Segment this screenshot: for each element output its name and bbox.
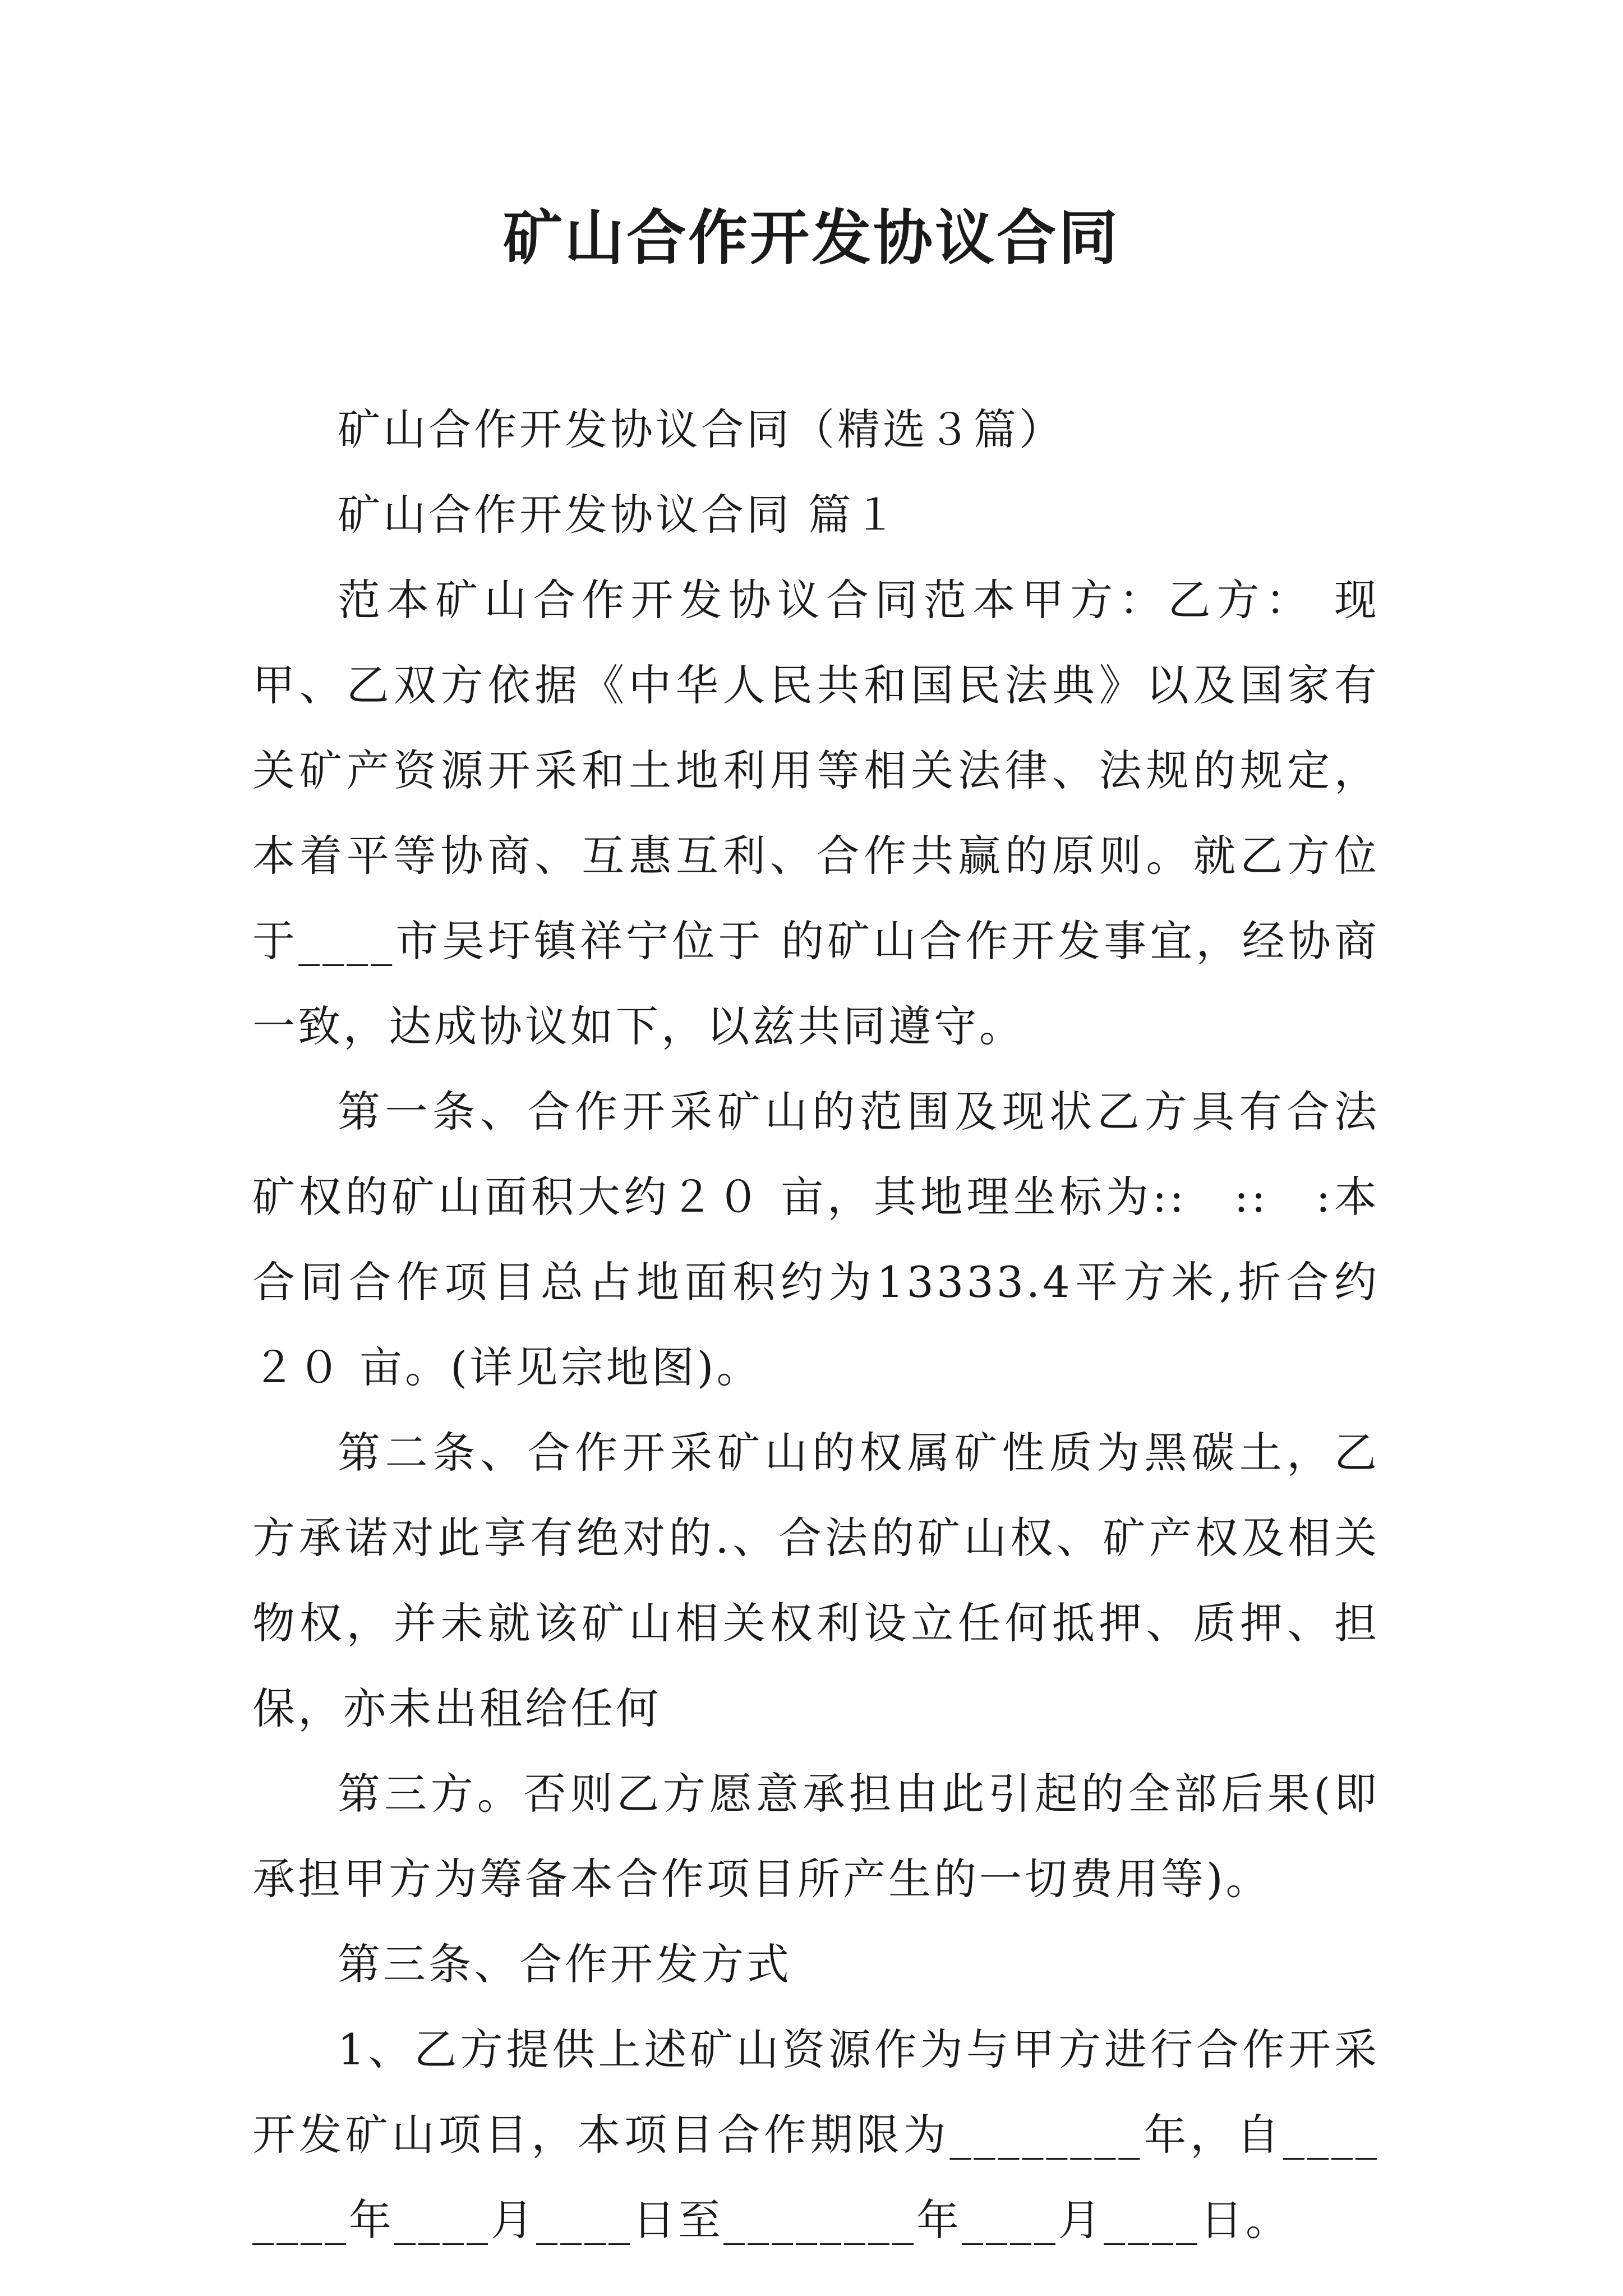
paragraph-article-3-item-1: 1、乙方提供上述矿山资源作为与甲方进行合作开采开发矿山项目，本项目合作期限为________年，自________年____月____日至________年____月____日。 <box>252 2024 1380 2245</box>
paragraph-article-1: 第一条、合作开采矿山的范围及现状乙方具有合法矿权的矿山面积大约２０ 亩，其地理坐标为:: :: :本合同合作项目总占地面积约为13333.4平方米,折合约 ２０ 亩。(详见宗地图)。 <box>252 1087 1380 1392</box>
paragraph-section-heading: 矿山合作开发协议合同 篇１ <box>338 490 900 540</box>
paragraph-subtitle: 矿山合作开发协议合同（精选３篇） <box>338 404 1064 454</box>
paragraph-preamble: 范本矿山合作开发协议合同范本甲方：乙方： 现甲、乙双方依据《中华人民共和国民法典》以及国家有关矿产资源开采和土地利用等相关法律、法规的规定，本着平等协商、互惠互利、合作共赢的原则。就乙方位于____市吴圩镇祥宁位于 的矿山合作开发事宜，经协商一致，达成协议如下，以兹共同遵守。 <box>252 575 1380 1051</box>
paragraph-article-3-heading: 第三条、合作开发方式 <box>338 1939 792 1989</box>
paragraph-article-2: 第二条、合作开采矿山的权属矿性质为黑碳土，乙方承诺对此享有绝对的.、合法的矿山权、矿产权及相关物权，并未就该矿山相关权利设立任何抵押、质押、担保，亦未出租给任何 <box>252 1428 1380 1733</box>
document-body <box>252 387 1380 2263</box>
document-title: 矿山合作开发协议合同 <box>503 204 1120 273</box>
paragraph-article-2-continued: 第三方。否则乙方愿意承担由此引起的全部后果(即承担甲方为筹备本合作项目所产生的一切费用等)。 <box>252 1769 1380 1904</box>
